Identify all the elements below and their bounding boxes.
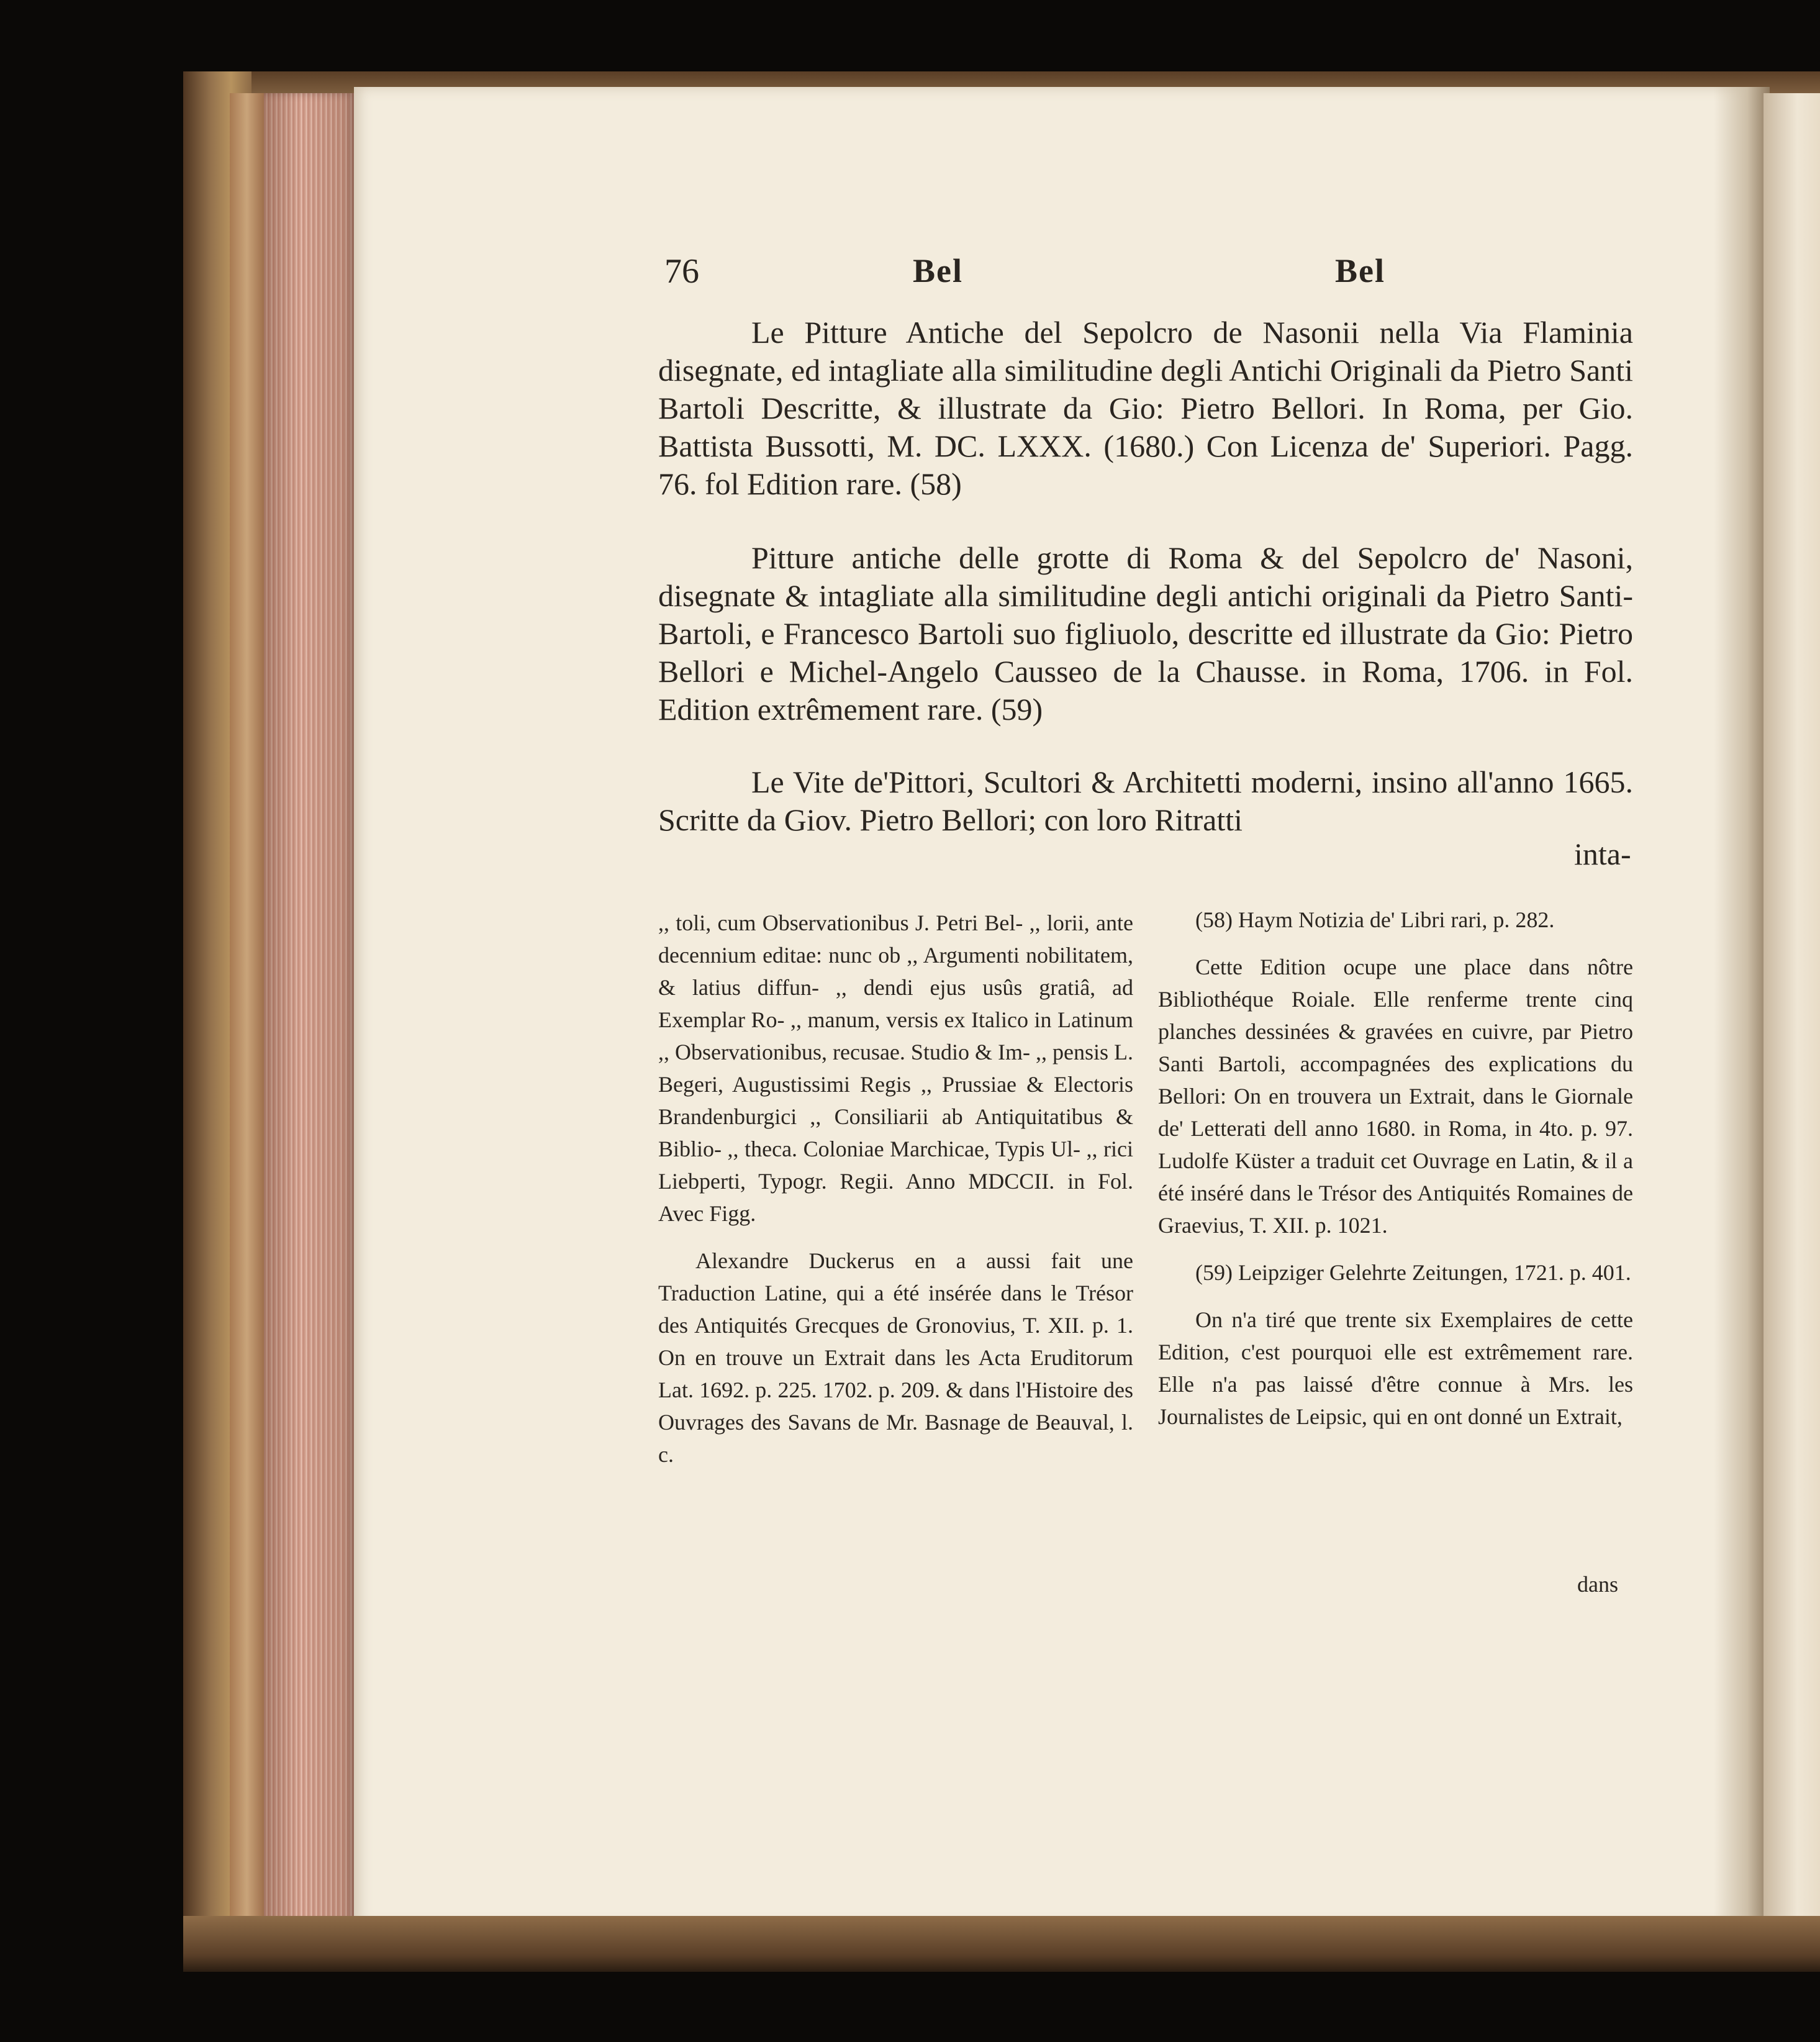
footnote-58: (58) Haym Notizia de' Libri rari, p. 282. [1195, 907, 1555, 932]
main-entry-text: Le Pitture Antiche del Sepolcro de Nasonii nella Via Flaminia disegnate, ed intagliate alla similitudine degli Antichi Originali da Pietro Santi Bartoli Descritte, & illustrate da Gio: Pietro Bellori. In Roma, per Gio. Battista Bussotti, M. DC. LXXX. (1680.) Con Licenza de' Superiori. Pagg. 76. fol Edition rare. (58) [658, 315, 1633, 501]
footnote-paragraph: Alexandre Duckerus en a aussi fait une Traduction Latine, qui a été insérée dans le Trésor des Antiquités Grecques de Gronovius, T. XII. p. 1. On en trouve un Extrait dans les Acta Eruditorum Lat. 1692. p. 225. 1702. p. 209. & dans l'Histoire des Ouvrages des Savans de Mr. Basnage de Beauval, l. c. [658, 1248, 1133, 1467]
footnote-paragraph: ,, toli, cum Observationibus J. Petri Bel- ,, lorii, ante decennium editae: nunc ob ,, Argumenti nobilitatem, & latius diffun- ,, dendi ejus usûs gratiâ, ad Exemplar Ro- ,, manum, versis ex Italico in Latinum ,, Observationibus, recusae. Studio & Im- ,, pensis L. Begeri, Augustissimi Regis ,, Prussiae & Electoris Brandenburgici ,, Consiliarii ab Antiquitatibus & Biblio- ,, theca. Coloniae Marchicae, Typis Ul- ,, rici Liebperti, Typogr. Regii. Anno MDCCII. in Fol. Avec Figg. [658, 910, 1133, 1226]
footnote-column-right [1158, 904, 1633, 1448]
gutter-shadow [1714, 87, 1770, 1925]
main-entry-text: Le Vite de'Pittori, Scultori & Architetti moderni, insino all'anno 1665. Scritte da Giov. Pietro Bellori; con loro Ritratti [658, 765, 1633, 837]
running-head-left: Bel [913, 252, 963, 289]
footnote-59: (59) Leipziger Gelehrte Zeitungen, 1721. p. 401. [1195, 1260, 1631, 1285]
main-entry-1 [658, 314, 1633, 503]
page-number: 76 [664, 252, 699, 291]
main-entry-3 [658, 763, 1633, 839]
main-entry-text: Pitture antiche delle grotte di Roma & del Sepolcro de' Nasoni, disegnate & intagliate alla similitudine degli antichi originali da Pietro Santi-Bartoli, e Francesco Bartoli suo figliuolo, descritte ed illustrate da Gio: Pietro Bellori e Michel-Angelo Causseo de la Chausse. in Roma, 1706. in Fol. Edition extrêmement rare. (59) [658, 540, 1633, 727]
footnote-paragraph: On n'a tiré que trente six Exemplaires de cette Edition, c'est pourquoi elle est extrêmement rare. Elle n'a pas laissé d'être connue à Mrs. les Journalistes de Leipsic, qui en ont donné un Extrait, [1158, 1307, 1633, 1429]
facing-page-edge [1763, 93, 1820, 1919]
main-entry-2 [658, 539, 1633, 728]
book-board-edge [230, 93, 264, 1944]
footnote-catchword: dans [1577, 1572, 1618, 1597]
page-edges-shade [264, 93, 357, 1925]
footnote-column-left [658, 907, 1133, 1486]
running-head-right: Bel [1335, 252, 1385, 289]
book-cover-bottom [183, 1916, 1820, 1972]
main-catchword: inta- [1574, 837, 1631, 871]
footnote-paragraph: Cette Edition ocupe une place dans nôtre Bibliothéque Roiale. Elle renferme trente cinq planches dessinées & gravées en cuivre, par Pietro Santi Bartoli, accompagnées des explications du Bellori: On en trouvera un Extrait, dans le Giornale de' Letterati dell anno 1680. in Roma, in 4to. p. 97. Ludolfe Küster a traduit cet Ouvrage en Latin, & il a été inséré dans le Trésor des Antiquités Romaines de Graevius, T. XII. p. 1021. [1158, 955, 1633, 1238]
